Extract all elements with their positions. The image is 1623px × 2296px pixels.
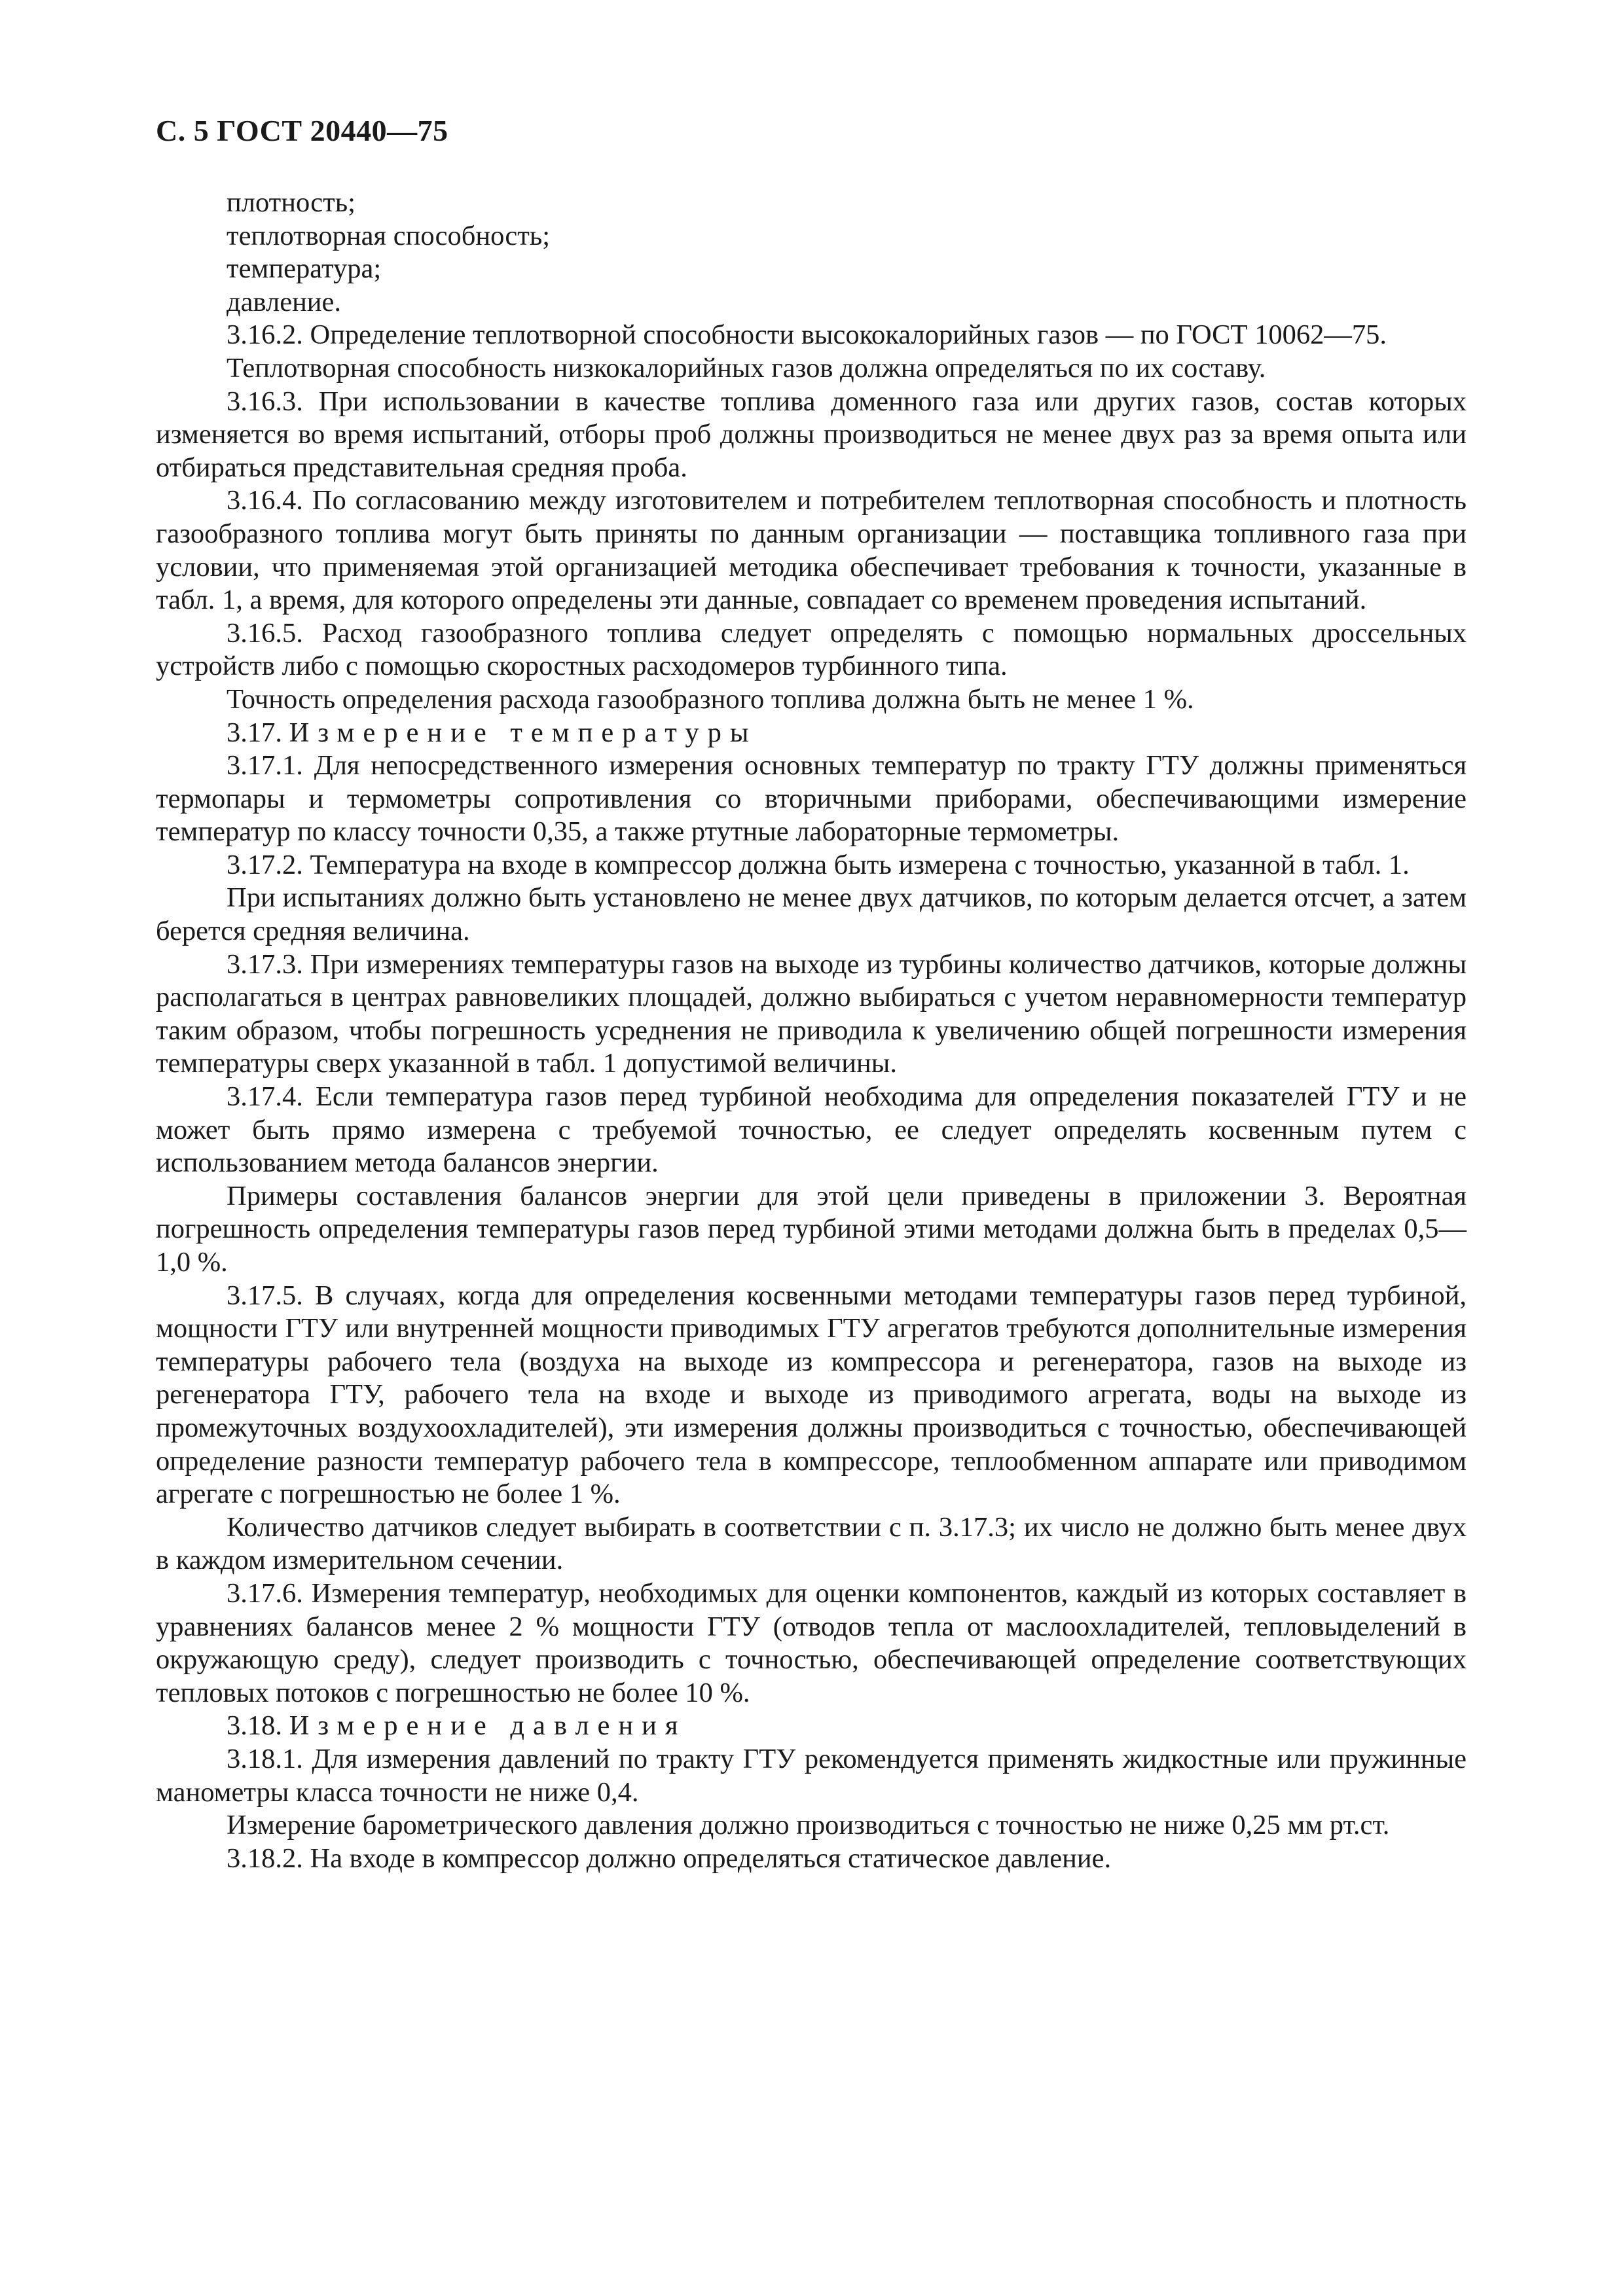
section-number: 3.18. [227,1710,289,1742]
paragraph: Количество датчиков следует выбирать в соответствии с п. 3.17.3; их число не должно быть менее двух в каждом измерительном сечении. [156,1511,1467,1576]
paragraph: 3.18.1. Для измерения давлений по тракту ГТУ рекомендуется применять жидкостные или пружинные манометры класса точности не ниже 0,4. [156,1743,1467,1808]
list-item: теплотворная способность; [227,220,551,251]
paragraph: Примеры составления балансов энергии для этой цели приведены в приложении 3. Вероятная погрешность определения температуры газов перед турбиной этими методами должна быть в пределах 0,5—1,0 %. [156,1180,1467,1278]
paragraph: 3.16.3. При использовании в качестве топлива доменного газа или других газов, состав которых изменяется во время испытаний, отборы проб должны производиться не менее двух раз за время опыта или отбираться представительная средняя проба. [156,386,1467,483]
paragraph: 3.16.5. Расход газообразного топлива следует определять с помощью нормальных дроссельных устройств либо с помощью скоростных расходомеров турбинного типа. [156,617,1467,682]
list-item: температура; [227,253,382,285]
paragraph: При испытаниях должно быть установлено не менее двух датчиков, по которым делается отсчет, а затем берется средняя величина. [156,882,1467,947]
paragraph: 3.17.3. При измерениях температуры газов на выходе из турбины количество датчиков, которые должны располагаться в центрах равновеликих площадей, должно выбираться с учетом неравномерности температур таким образом, чтобы погрешность усреднения не приводила к увеличению общей погрешности измерения температуры сверх указанной в табл. 1 допустимой величины. [156,948,1467,1079]
paragraph: 3.18.2. На входе в компрессор должно определяться статическое давление. [227,1842,1112,1874]
paragraph: 3.16.2. Определение теплотворной способности высококалорийных газов — по ГОСТ 10062—75. [227,319,1387,351]
paragraph: Точность определения расхода газообразного топлива должна быть не менее 1 %. [227,683,1194,715]
paragraph: 3.17.2. Температура на входе в компрессор должна быть измерена с точностью, указанной в табл. 1. [227,849,1410,880]
section-number: 3.17. [227,717,289,748]
section-title: Измерение давления [289,1710,687,1742]
paragraph: 3.17.6. Измерения температур, необходимых для оценки компонентов, каждый из которых составляет в уравнениях балансов менее 2 % мощности ГТУ (отводов тепла от маслоохладителей, тепловыделений в окружающую среду), следует производить с точностью, обеспечивающей определение соответствующих тепловых потоков с погрешностью не более 10 %. [156,1577,1467,1708]
list-item: давление. [227,286,342,317]
list-item: плотность; [227,187,356,218]
paragraph: 3.17.1. Для непосредственного измерения основных температур по тракту ГТУ должны применяться термопары и термометры сопротивления со вторичными приборами, обеспечивающими измерение температур по классу точности 0,35, а также ртутные лабораторные термометры. [156,750,1467,848]
paragraph: 3.17.5. В случаях, когда для определения косвенными методами температуры газов перед турбиной, мощности ГТУ или внутренней мощности приводимых ГТУ агрегатов требуются дополнительные измерения температуры рабочего тела (воздуха на выходе из компрессора и регенератора, газов на выходе из регенератора ГТУ, рабочего тела на входе и выходе из приводимого агрегата, воды на выходе из промежуточных воздухоохладителей), эти измерения должны производиться с точностью, обеспечивающей определение разности температур рабочего тела в компрессоре, теплообменном аппарате или приводимом агрегате с погрешностью не более 1 %. [156,1280,1467,1510]
section-title: Измерение температуры [289,717,757,748]
section-heading [156,1710,1467,1743]
document-body [156,187,1467,1875]
paragraph: 3.17.4. Если температура газов перед турбиной необходима для определения показателей ГТУ и не может быть прямо измерена с требуемой точностью, ее следует определять косвенным путем с использованием метода балансов энергии. [156,1081,1467,1179]
paragraph: Измерение барометрического давления должно производиться с точностью не ниже 0,25 мм рт.ст. [227,1810,1390,1841]
section-heading [156,717,1467,750]
paragraph: Теплотворная способность низкокалорийных газов должна определяться по их составу. [227,352,1266,384]
paragraph: 3.16.4. По согласованию между изготовителем и потребителем теплотворная способность и плотность газообразного топлива могут быть приняты по данным организации — поставщика топливного газа при условии, что применяемая этой организацией методика обеспечивает требования к точности, указанные в табл. 1, а время, для которого определены эти данные, совпадает со временем проведения испытаний. [156,485,1467,616]
page-header: С. 5 ГОСТ 20440—75 [156,114,448,147]
